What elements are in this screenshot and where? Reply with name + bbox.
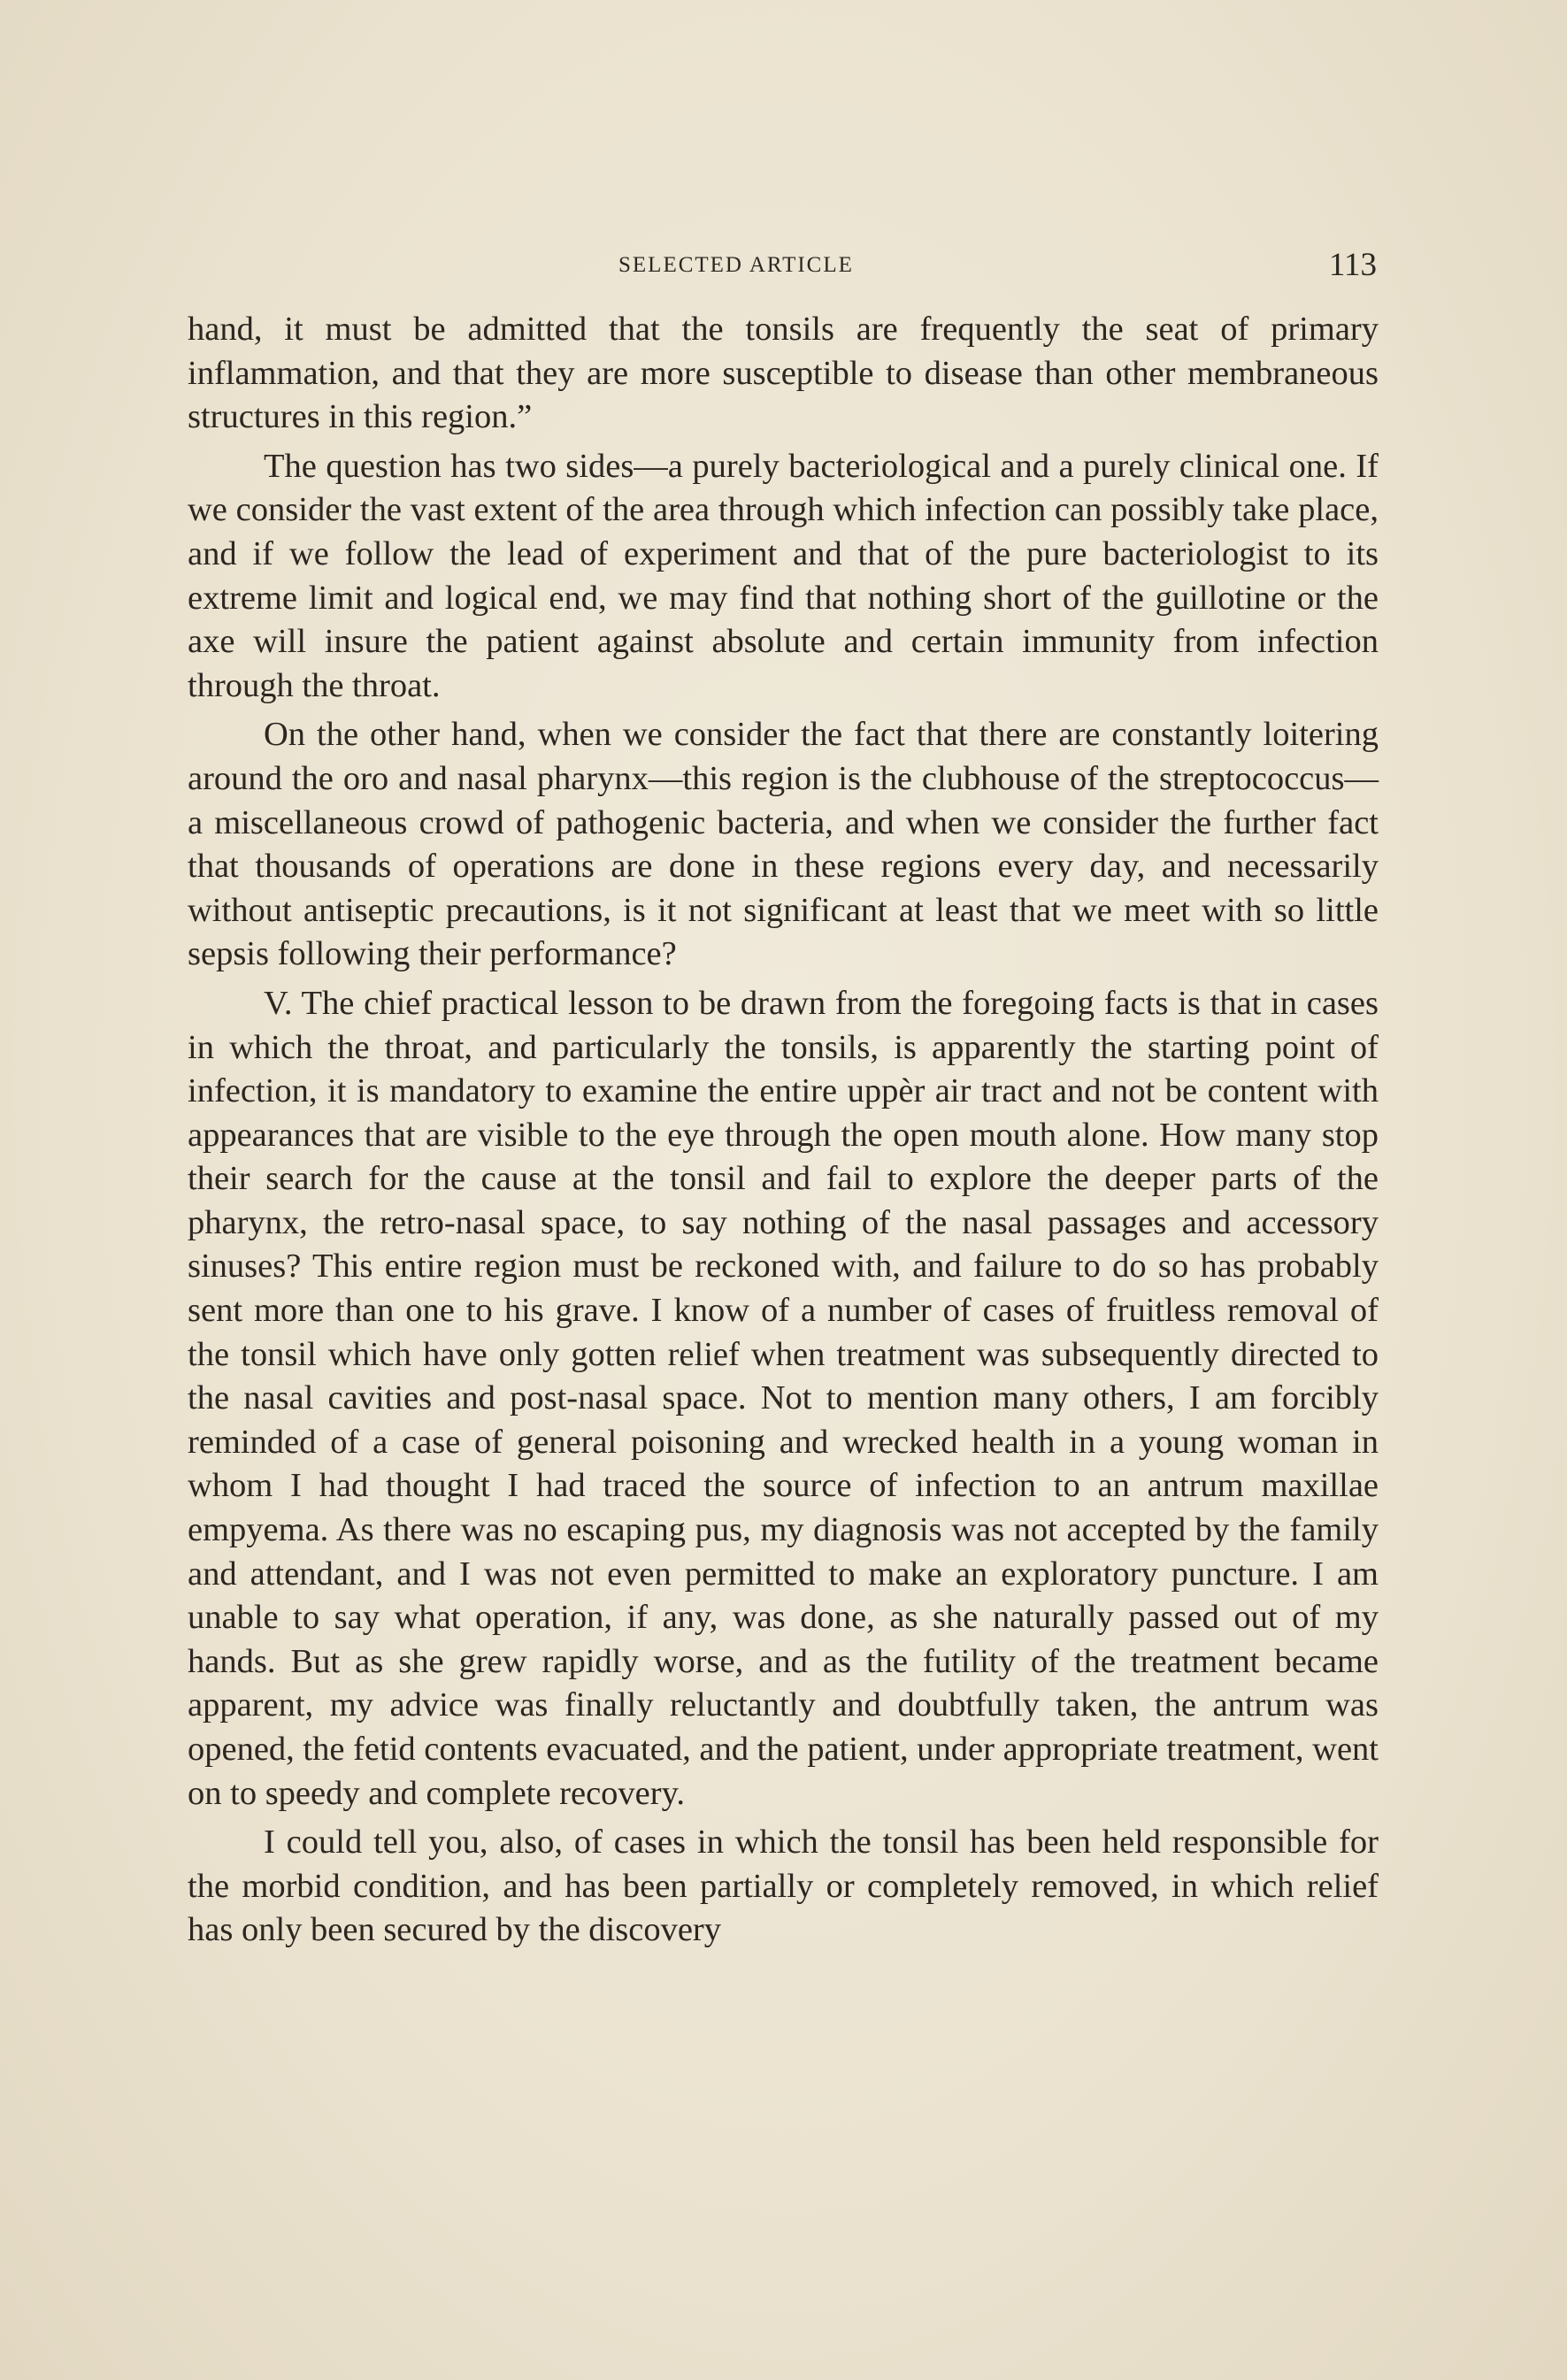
paragraph-continued: hand, it must be admitted that the tonsils are frequently the seat of primary inflammation, and that they are more susceptible to disease than other membraneous structures in this region.” <box>188 311 1379 436</box>
page-header <box>189 246 1377 290</box>
paragraph: V. The chief practical lesson to be drawn from the foregoing facts is that in cases in which the throat, and particularly the tonsils, is apparently the starting point of infection, it is mandatory to examine the entire uppèr air tract and not be content with appearances that are visible to the eye through the open mouth alone. How many stop their search for the cause at the tonsil and fail to explore the deeper parts of the pharynx, the retro-nasal space, to say nothing of the nasal passages and accessory sinuses? This entire region must be reckoned with, and failure to do so has probably sent more than one to his grave. I know of a number of cases of fruitless removal of the tonsil which have only gotten relief when treatment was subsequently directed to the nasal cavities and post-nasal space. Not to mention many others, I am forcibly reminded of a case of general poisoning and wrecked health in a young woman in whom I had thought I had traced the source of infection to an antrum maxillae empyema. As there was no escaping pus, my diagnosis was not accepted by the family and attendant, and I was not even permitted to make an exploratory puncture. I am unable to say what operation, if any, was done, as she naturally passed out of my hands. But as she grew rapidly worse, and as the futility of the treatment became apparent, my advice was finally reluctantly and doubtfully taken, the antrum was opened, the fetid contents evacuated, and the patient, under appropriate treatment, went on to speedy and complete recovery. <box>188 984 1379 1812</box>
paragraph: The question has two sides—a purely bacteriological and a purely clinical one. If we consider the vast extent of the area through which infection can possibly take place, and if we follow the lead of experiment and that of the pure bacteriologist to its extreme limit and logical end, we may find that nothing short of the guillotine or the axe will insure the patient against absolute and certain immunity from infection through the throat. <box>188 447 1379 704</box>
page-number: 113 <box>1328 247 1377 283</box>
paragraph: I could tell you, also, of cases in which the tonsil has been held responsible for the morbid condition, and has been partially or completely removed, in which relief has only been secured by the discovery <box>188 1823 1379 1949</box>
article-body <box>188 308 1379 1953</box>
paragraph: On the other hand, when we consider the fact that there are constantly loitering around the oro and nasal pharynx—this region is the clubhouse of the streptococcus—a miscellaneous crowd of pathogenic bacteria, and when we consider the further fact that thousands of operations are done in these regions every day, and necessarily without antiseptic precautions, is it not significant at least that we meet with so little sepsis following their performance? <box>188 716 1379 973</box>
running-head: SELECTED ARTICLE <box>618 253 854 277</box>
